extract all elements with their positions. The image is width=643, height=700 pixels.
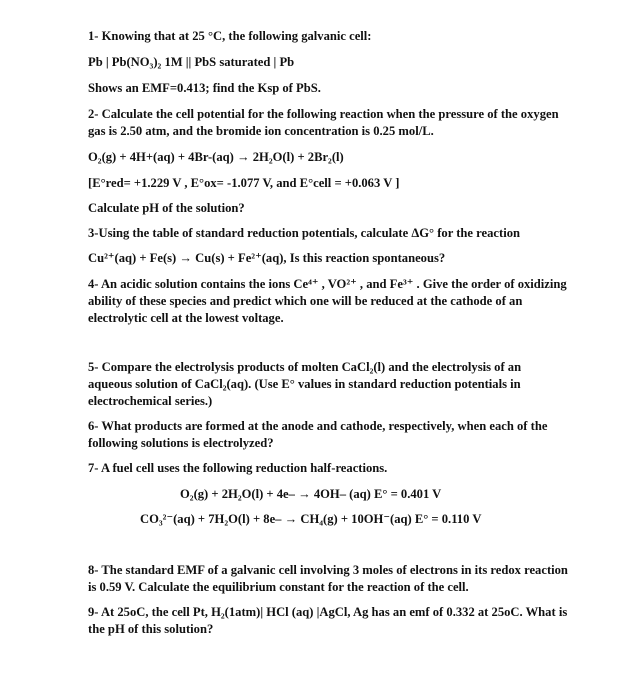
q2-potentials: [E°red= +1.229 V , E°ox= -1.077 V, and E°cell = +0.063 V ]: [88, 176, 400, 190]
q9-text: 9- At 25oC, the cell Pt, H₂(1atm)| HCl (aq) |AgCl, Ag has an emf of 0.332 at 25oC. What is the pH of this solution?: [88, 605, 568, 636]
q1-title: 1- Knowing that at 25 °C, the following galvanic cell:: [88, 29, 372, 43]
q5-text: 5- Compare the electrolysis products of molten CaCl₂(l) and the electrolysis of an aqueous solution of CaCl₂(aq). (Use E° values in standard reduction potentials in electrochemical series.): [88, 360, 522, 408]
q7-title: 7- A fuel cell uses the following reduction half-reactions.: [88, 461, 388, 475]
q2-reaction: O₂(g) + 4H+(aq) + 4Br-(aq) → 2H₂O(l) + 2Br₂(l): [88, 150, 344, 164]
q4-text: 4- An acidic solution contains the ions Ce⁴⁺ , VO²⁺ , and Fe³⁺ . Give the order of oxidizing ability of these species and predict which one will be reduced at the cathode of an electrolytic cell at the lowest voltage.: [88, 277, 567, 325]
q2-ph: Calculate pH of the solution?: [88, 201, 245, 215]
q6-text: 6- What products are formed at the anode and cathode, respectively, when each of the following solutions is electrolyzed?: [88, 419, 548, 450]
q3-reaction: Cu²⁺(aq) + Fe(s) → Cu(s) + Fe²⁺(aq), Is this reaction spontaneous?: [88, 251, 446, 265]
q7-equation-2: CO₃²⁻(aq) + 7H₂O(l) + 8e– → CH₄(g) + 10OH⁻(aq) E° = 0.110 V: [140, 512, 482, 526]
q1-cell-notation: Pb | Pb(NO₃)₂ 1M || PbS saturated | Pb: [88, 55, 295, 69]
q8-text: 8- The standard EMF of a galvanic cell involving 3 moles of electrons in its redox reaction is 0.59 V. Calculate the equilibrium constant for the reaction of the cell.: [88, 563, 568, 594]
q7-equation-1: O₂(g) + 2H₂O(l) + 4e– → 4OH– (aq) E° = 0.401 V: [180, 487, 442, 501]
q2-title: 2- Calculate the cell potential for the following reaction when the pressure of the oxygen gas is 2.50 atm, and the bromide ion concentration is 0.25 mol/L.: [88, 107, 559, 138]
q3-title: 3-Using the table of standard reduction potentials, calculate ΔG° for the reaction: [88, 226, 520, 240]
q1-emf: Shows an EMF=0.413; find the Ksp of PbS.: [88, 81, 321, 95]
